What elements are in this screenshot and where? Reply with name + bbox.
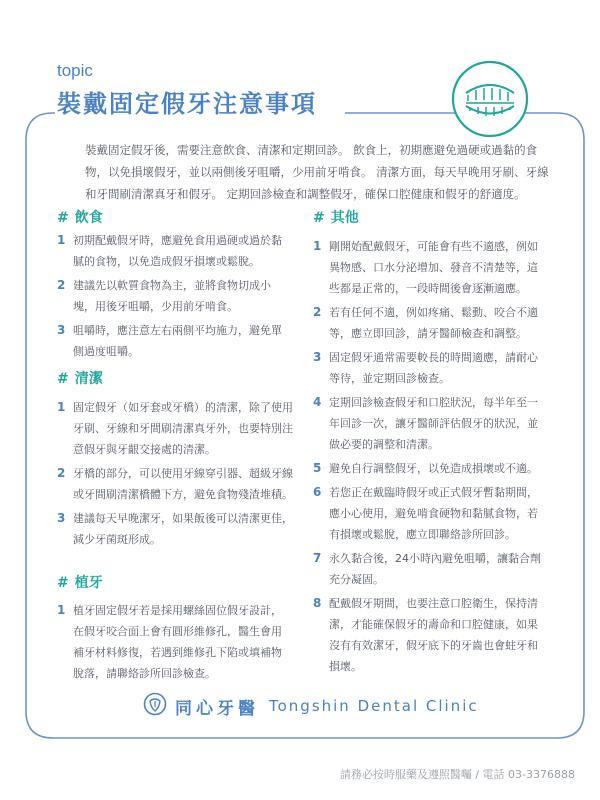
list-item: 3 建議每天早晚潔牙，如果飯後可以清潔更佳，減少牙菌斑形成。 xyxy=(57,511,293,546)
clinic-name-en: Tongshin Dental Clinic xyxy=(269,697,479,715)
hash-icon: # xyxy=(57,210,69,226)
section-heading-other xyxy=(313,207,359,227)
section-title: 清潔 xyxy=(74,371,103,387)
section-heading-implant xyxy=(57,572,103,592)
footer-note: 請務必按時服藥及遵照醫囑 / 電話 03-3376888 xyxy=(339,768,575,781)
section-title: 植牙 xyxy=(74,575,103,591)
other-list xyxy=(313,236,545,677)
list-item: 1 固定假牙（如牙套或牙橋）的清潔，除了使用牙刷、牙線和牙間刷清潔真牙外，也要特別注意假牙與牙齦交接處的清潔。 xyxy=(57,400,293,456)
list-item: 3 固定假牙通常需要較長的時間適應，請耐心等待，並定期回診檢查。 xyxy=(313,350,538,385)
list-item: 4 定期回診檢查假牙和口腔狀況，每半年至一年回診一次，讓牙醫師評估假牙的狀況，並做必要的調整和清潔。 xyxy=(313,395,538,451)
clinic-logo-icon xyxy=(143,692,167,720)
hash-icon: # xyxy=(313,210,325,226)
implant-list xyxy=(57,600,287,684)
list-item: 2 建議先以軟質食物為主，並將食物切成小塊，用後牙咀嚼，少用前牙啃食。 xyxy=(57,278,271,313)
topic-label: topic xyxy=(57,61,93,80)
section-heading-clean xyxy=(57,368,103,388)
diet-list xyxy=(57,230,292,362)
section-heading-diet xyxy=(57,207,103,227)
list-item: 2 牙橋的部分，可以使用牙線穿引器、超級牙線或牙間刷清潔橋體下方，避免食物殘渣堆積。 xyxy=(57,466,293,501)
page-title: 裝戴固定假牙注意事項 xyxy=(57,90,317,118)
list-item: 3 咀嚼時，應注意左右兩側平均施力，避免單側過度咀嚼。 xyxy=(57,323,282,358)
clinic-logo xyxy=(143,692,479,720)
list-item: 5 避免自行調整假牙，以免造成損壞或不適。 xyxy=(313,461,538,475)
hash-icon: # xyxy=(57,371,69,387)
clean-list xyxy=(57,397,297,550)
list-item: 8 配戴假牙期間，也要注意口腔衛生，保持清潔，才能確保假牙的壽命和口腔健康，如果沒有有效潔牙，假牙底下的牙齒也會蛀牙和損壞。 xyxy=(313,596,538,673)
list-item: 2 若有任何不適，例如疼痛、鬆動、咬合不適等，應立即回診，請牙醫師檢查和調整。 xyxy=(313,305,538,340)
teeth-icon xyxy=(450,59,530,139)
section-title: 飲食 xyxy=(74,210,103,226)
intro-paragraph: 裝戴固定假牙後，需要注意飲食、清潔和定期回診。 飲食上，初期應避免過硬或過黏的食物，以免損壞假牙，並以兩側後牙咀嚼，少用前牙啃食。 清潔方面，每天早晚用牙刷、牙線和牙間刷清潔真牙和假牙。 定期回診檢查和調整假牙，確保口腔健康和假牙的舒適度。 xyxy=(85,143,549,201)
list-item: 1 初期配戴假牙時，應避免食用過硬或過於黏膩的食物，以免造成假牙損壞或鬆脫。 xyxy=(57,233,282,268)
list-item: 7 永久黏合後，24小時內避免咀嚼，讓黏合劑充分凝固。 xyxy=(313,551,541,586)
clinic-name-cn: 同心牙醫 xyxy=(175,698,259,719)
list-item: 1 剛開始配戴假牙，可能會有些不適感，例如異物感、口水分泌增加、發音不清楚等，這些都是正常的，一段時間後會逐漸適應。 xyxy=(313,239,538,295)
list-item: 6 若您正在戴臨時假牙或正式假牙暫黏期間，應小心使用，避免啃食硬物和黏膩食物，若有損壞或鬆脫，應立即聯絡診所回診。 xyxy=(313,485,538,541)
section-title: 其他 xyxy=(330,210,359,226)
list-item: 1 植牙固定假牙若是採用螺絲固位假牙設計，在假牙咬合面上會有圓形維修孔，醫生會用補牙材料修復，若遇到維修孔下陷或填補物脫落，請聯絡診所回診檢查。 xyxy=(57,603,282,680)
hash-icon: # xyxy=(57,575,69,591)
